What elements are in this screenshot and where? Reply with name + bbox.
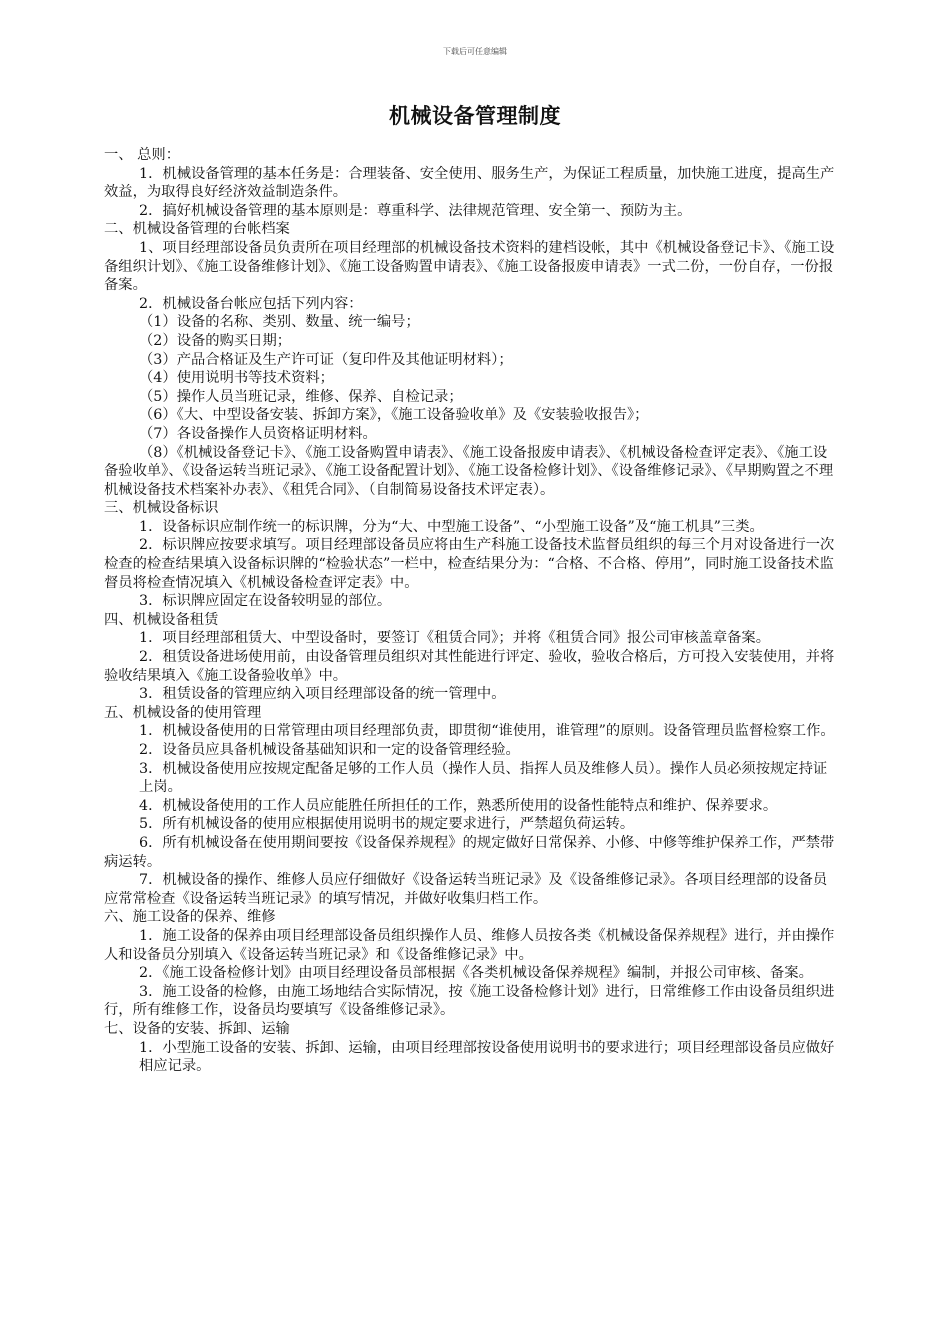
paragraph: 1、项目经理部设备员负责所在项目经理部的机械设备技术资料的建档设帐，其中《机械设备登记卡》、《施工设备组织计划》、《施工设备维修计划》、《施工设备购置申请表》、《施工设备报废申请表》一式二份，一份自存，一份报备案。 (104, 239, 835, 294)
paragraph: （2）设备的购买日期； (139, 332, 292, 349)
paragraph: （1）设备的名称、类别、数量、统一编号； (139, 314, 420, 331)
paragraph: 2．设备员应具备机械设备基础知识和一定的设备管理经验。 (139, 742, 520, 758)
section-heading: 五、机械设备的使用管理 (104, 704, 262, 721)
section-heading: 六、施工设备的保养、维修 (104, 909, 276, 926)
header-note: 下载后可任意编辑 (443, 47, 507, 56)
paragraph: 1．机械设备使用的日常管理由项目经理部负责，即贯彻“谁使用，谁管理”的原则。设备管理员监督检察工作。 (139, 723, 835, 740)
paragraph: 2．标识牌应按要求填写。项目经理部设备员应将由生产科施工设备技术监督员组织的每三个月对设备进行一次检查的检查结果填入设备标识牌的“检验状态”一栏中，检查结果分为：“合格、不合格、停用”，同时施工设备技术监督员将检查情况填入《机械设备检查评定表》中。 (104, 537, 835, 591)
paragraph: 3．标识牌应固定在设备较明显的部位。 (139, 593, 392, 610)
section-heading: 三、机械设备标识 (104, 500, 219, 517)
paragraph: 2．机械设备台帐应包括下列内容： (139, 295, 363, 312)
paragraph: 1．机械设备管理的基本任务是：合理装备、安全使用、服务生产，为保证工程质量，加快施工进度，提高生产效益，为取得良好经济效益制造条件。 (104, 165, 835, 201)
paragraph: 2．搞好机械设备管理的基本原则是：尊重科学、法律规范管理、安全第一、预防为主。 (139, 202, 692, 219)
paragraph: （8）《机械设备登记卡》、《施工设备购置申请表》、《施工设备报废申请表》、《机械设备检查评定表》、《施工设备验收单》、《设备运转当班记录》、《施工设备配置计划》、《施工设备检修计划》、《设备维修记录》、《早期购置之不理机械设备技术档案补办表》、《租凭合同》、（自制简易设备技术评定表）。 (104, 444, 834, 498)
paragraph: 1．项目经理部租赁大、中型设备时，要签订《租赁合同》；并将《租赁合同》报公司审核盖章备案。 (139, 630, 771, 647)
paragraph: 5．所有机械设备的使用应根据使用说明书的规定要求进行，严禁超负荷运转。 (139, 816, 635, 833)
paragraph: 2．《施工设备检修计划》由项目经理设备员部根据《各类机械设备保养规程》编制，并报公司审核、备案。 (139, 965, 813, 982)
section-heading: 七、设备的安装、拆卸、运输 (104, 1020, 290, 1037)
paragraph: 1．小型施工设备的安装、拆卸、运输，由项目经理部按设备使用说明书的要求进行；项目经理部设备员应做好相应记录。 (139, 1039, 835, 1075)
paragraph: 3．施工设备的检修，由施工场地结合实际情况，按《施工设备检修计划》进行，日常维修工作由设备员组织进行，所有维修工作，设备员均要填写《设备维修记录》。 (104, 983, 835, 1019)
paragraph: 1．施工设备的保养由项目经理部设备员组织操作人员、维修人员按各类《机械设备保养规程》进行，并由操作人和设备员分别填入《设备运转当班记录》和《设备维修记录》中。 (104, 927, 835, 963)
document-body (104, 146, 839, 1076)
paragraph: 3．租赁设备的管理应纳入项目经理部设备的统一管理中。 (139, 686, 506, 703)
paragraph: 3．机械设备使用应按规定配备足够的工作人员（操作人员、指挥人员及维修人员）。操作人员必须按规定持证上岗。 (139, 760, 828, 796)
paragraph: 7．机械设备的操作、维修人员应仔细做好《设备运转当班记录》及《设备维修记录》。各项目经理部的设备员应常常检查《设备运转当班记录》的填写情况，并做好收集归档工作。 (104, 872, 828, 907)
paragraph: （7）各设备操作人员资格证明材料。 (139, 425, 377, 442)
section-heading: 一、 总则： (104, 147, 181, 163)
paragraph: （3）产品合格证及生产许可证（复印件及其他证明材料）； (139, 351, 513, 368)
paragraph: 1．设备标识应制作统一的标识牌，分为“大、中型施工设备”、“小型施工设备”及“施工机具”三类。 (139, 518, 764, 535)
paragraph: 2．租赁设备进场使用前，由设备管理员组织对其性能进行评定、验收，验收合格后，方可投入安装使用，并将验收结果填入《施工设备验收单》中。 (104, 649, 835, 684)
document-title: 机械设备管理制度 (389, 104, 561, 128)
section-heading: 二、机械设备管理的台帐档案 (104, 221, 290, 238)
section-heading: 四、机械设备租赁 (104, 611, 219, 628)
paragraph: （5）操作人员当班记录，维修、保养、自检记录； (139, 388, 463, 405)
paragraph: 4．机械设备使用的工作人员应能胜任所担任的工作，熟悉所使用的设备性能特点和维护、保养要求。 (139, 797, 778, 814)
paragraph: 6．所有机械设备在使用期间要按《设备保养规程》的规定做好日常保养、小修、中修等维护保养工作，严禁带病运转。 (104, 834, 835, 870)
paragraph: （6）《大、中型设备安装、拆卸方案》，《施工设备验收单》及《安装验收报告》； (139, 407, 649, 424)
paragraph: （4）使用说明书等技术资料； (139, 370, 334, 387)
